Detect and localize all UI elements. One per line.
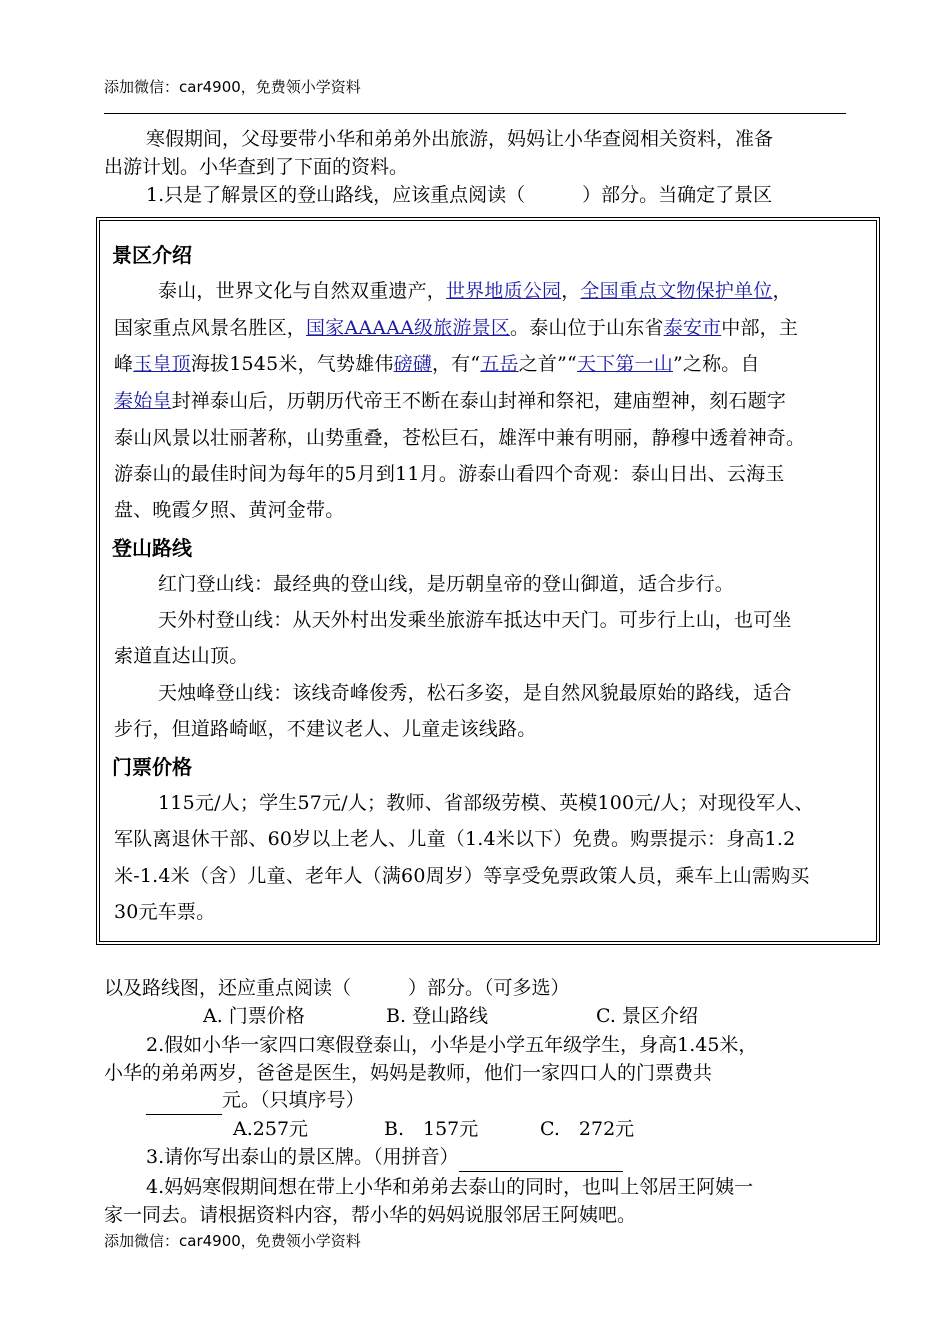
link-wuyue[interactable]: 五岳	[480, 353, 519, 375]
intro-paragraph-line-6: 游泰山的最佳时间为每年的5月到11月。游泰山看四个奇观：泰山日出、云海玉	[114, 463, 785, 485]
question-1-option-c: C. 景区介绍	[596, 1005, 698, 1027]
link-first-mountain[interactable]: 天下第一山	[576, 353, 673, 375]
question-1-option-a: A. 门票价格	[203, 1005, 305, 1027]
intro-line-2: 出游计划。小华查到了下面的资料。	[104, 156, 409, 178]
intro-paragraph-line-1: 泰山，世界文化与自然双重遗产，世界地质公园，全国重点文物保护单位，	[158, 280, 792, 302]
ticket-line-2: 军队离退休干部、60岁以上老人、儿童（1.4米以下）免费。购票提示：身高1.2	[114, 828, 796, 850]
ticket-line-1: 115元/人；学生57元/人；教师、省部级劳模、英模100元/人；对现役军人、	[158, 792, 814, 814]
question-1-line-2: 以及路线图，还应重点阅读（ ）部分。（可多选）	[104, 977, 570, 999]
intro-paragraph-line-4: 秦始皇封禅泰山后，历朝历代帝王不断在泰山封禅和祭祀，建庙塑神，刻石题字	[114, 390, 787, 412]
link-yuhuangding[interactable]: 玉皇顶	[133, 353, 191, 375]
intro-paragraph-line-7: 盘、晚霞夕照、黄河金带。	[114, 499, 345, 521]
answer-blank-pinyin[interactable]	[459, 1149, 623, 1172]
question-3: 3.请你写出泰山的景区牌。（用拼音）	[146, 1142, 623, 1172]
link-5a-scenic[interactable]: 国家AAAAA级旅游景区	[306, 317, 511, 339]
section-heading-routes: 登山路线	[112, 536, 192, 560]
question-2-option-b: B. 157元	[384, 1118, 479, 1140]
intro-line-1: 寒假期间，父母要带小华和弟弟外出旅游，妈妈让小华查阅相关资料，准备	[146, 128, 774, 150]
question-2-option-c: C. 272元	[540, 1118, 635, 1140]
page-footer-note: 添加微信：car4900，免费领小学资料	[104, 1232, 361, 1250]
intro-paragraph-line-3: 峰玉皇顶海拔1545米，气势雄伟磅礴，有“五岳之首”“天下第一山”之称。自	[114, 353, 760, 375]
link-taian-city[interactable]: 泰安市	[663, 317, 722, 339]
route-tianwaicun-line-2: 索道直达山顶。	[114, 645, 249, 667]
intro-paragraph-line-2: 国家重点风景名胜区，国家AAAAA级旅游景区。泰山位于山东省泰安市中部，主	[114, 317, 799, 339]
route-tianwaicun-line-1: 天外村登山线：从天外村出发乘坐旅游车抵达中天门。可步行上山，也可坐	[158, 609, 792, 631]
question-1-line-1: 1.只是了解景区的登山路线，应该重点阅读（ ）部分。当确定了景区	[146, 184, 773, 206]
link-pangbo[interactable]: 磅礴	[393, 353, 432, 375]
link-qin-shi-huang[interactable]: 秦始皇	[114, 390, 172, 412]
route-tianzhufeng-line-1: 天烛峰登山线：该线奇峰俊秀，松石多姿，是自然风貌最原始的路线，适合	[158, 682, 792, 704]
link-world-geopark[interactable]: 世界地质公园	[446, 280, 562, 302]
section-heading-tickets: 门票价格	[112, 755, 192, 779]
question-4-line-2: 家一同去。请根据资料内容，帮小华的妈妈说服邻居王阿姨吧。	[104, 1204, 637, 1226]
question-1-option-b: B. 登山路线	[386, 1005, 489, 1027]
section-heading-intro: 景区介绍	[112, 243, 192, 267]
ticket-line-3: 米-1.4米（含）儿童、老年人（满60周岁）等享受免票政策人员，乘车上山需购买	[114, 865, 810, 887]
link-national-heritage[interactable]: 全国重点文物保护单位	[580, 280, 773, 302]
header-divider	[104, 113, 846, 114]
route-hongmen: 红门登山线：最经典的登山线，是历朝皇帝的登山御道，适合步行。	[158, 573, 735, 595]
question-2-line-1: 2.假如小华一家四口寒假登泰山，小华是小学五年级学生，身高1.45米，	[146, 1034, 758, 1056]
page-header-note: 添加微信：car4900，免费领小学资料	[104, 78, 361, 96]
answer-blank-fee[interactable]	[146, 1094, 222, 1115]
info-box	[96, 217, 880, 945]
question-4-line-1: 4.妈妈寒假期间想在带上小华和弟弟去泰山的同时，也叫上邻居王阿姨一	[146, 1176, 754, 1198]
ticket-line-4: 30元车票。	[114, 901, 216, 923]
intro-paragraph-line-5: 泰山风景以壮丽著称，山势重叠，苍松巨石，雄浑中兼有明丽，静穆中透着神奇。	[114, 427, 806, 449]
route-tianzhufeng-line-2: 步行，但道路崎岖，不建议老人、儿童走该线路。	[114, 718, 537, 740]
question-2-line-3: 元。（只填序号）	[146, 1085, 365, 1115]
question-2-line-2: 小华的弟弟两岁，爸爸是医生，妈妈是教师，他们一家四口人的门票费共	[104, 1062, 713, 1084]
question-2-option-a: A.257元	[233, 1118, 309, 1140]
